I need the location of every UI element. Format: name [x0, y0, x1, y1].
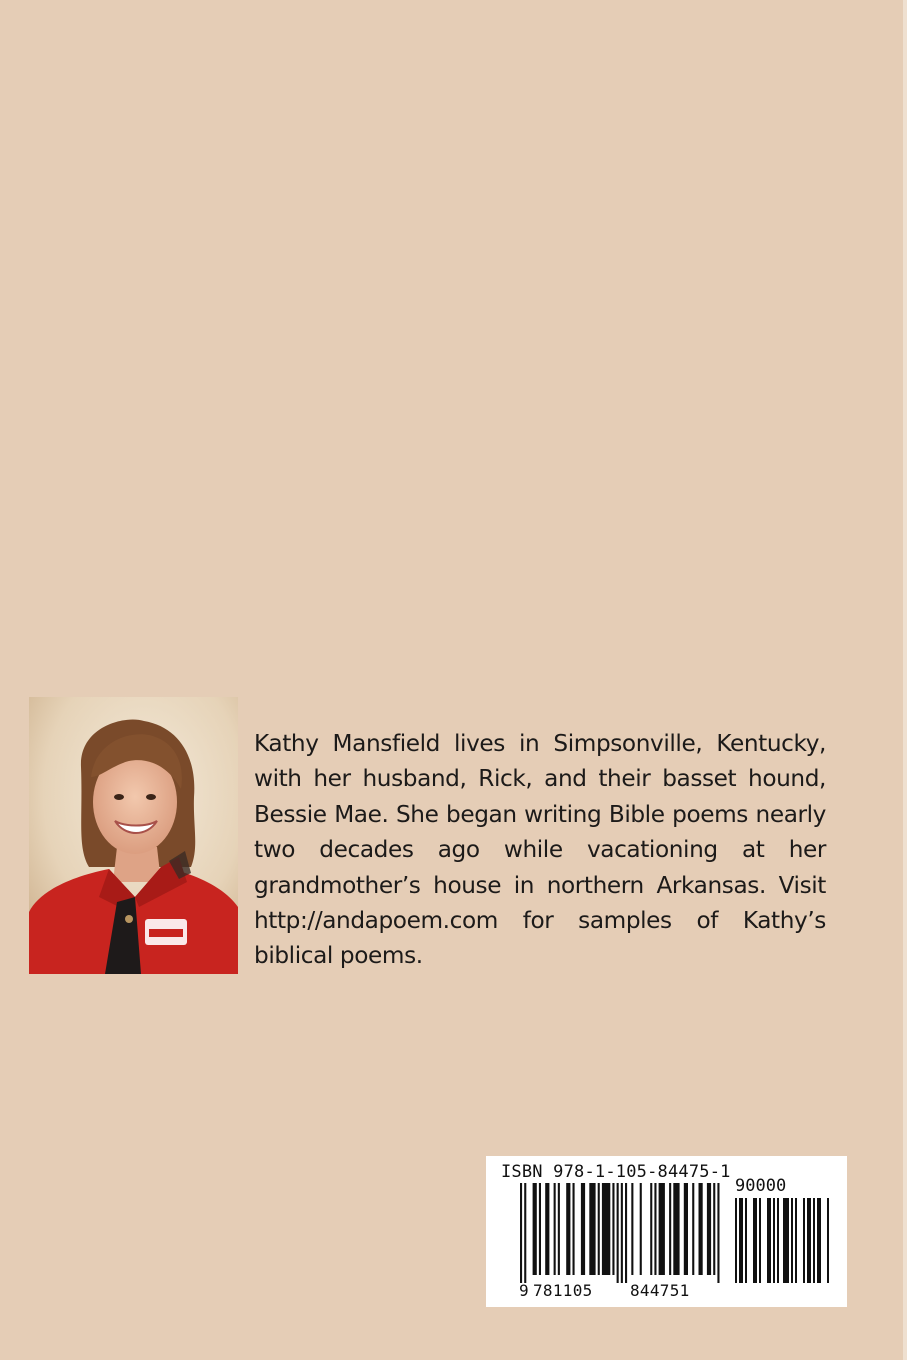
isbn-barcode	[486, 1156, 847, 1307]
barcode-digits-right: 844751	[630, 1281, 690, 1300]
cover-edge-stripe	[903, 0, 907, 1360]
author-portrait-icon	[29, 697, 238, 974]
barcode-addon-bars-icon	[735, 1198, 829, 1283]
isbn-label: ISBN 978-1-105-84475-1	[501, 1162, 731, 1182]
barcode-main-bars-icon	[520, 1183, 724, 1283]
author-photo	[29, 697, 238, 974]
barcode-price-code: 90000	[735, 1176, 787, 1196]
barcode-lead-digit: 9	[519, 1281, 529, 1300]
author-bio: Kathy Mansfield lives in Simpsonville, Kentucky, with her husband, Rick, and their basset hound, Bessie Mae. She began writing Bible poems nearly two decades ago while vacationing at her grandmother’s house in northern Arkansas. Visit http://andapoem.com for samples of Kathy’s biblical poems.	[254, 730, 826, 970]
barcode-digits-left: 781105	[533, 1281, 593, 1300]
